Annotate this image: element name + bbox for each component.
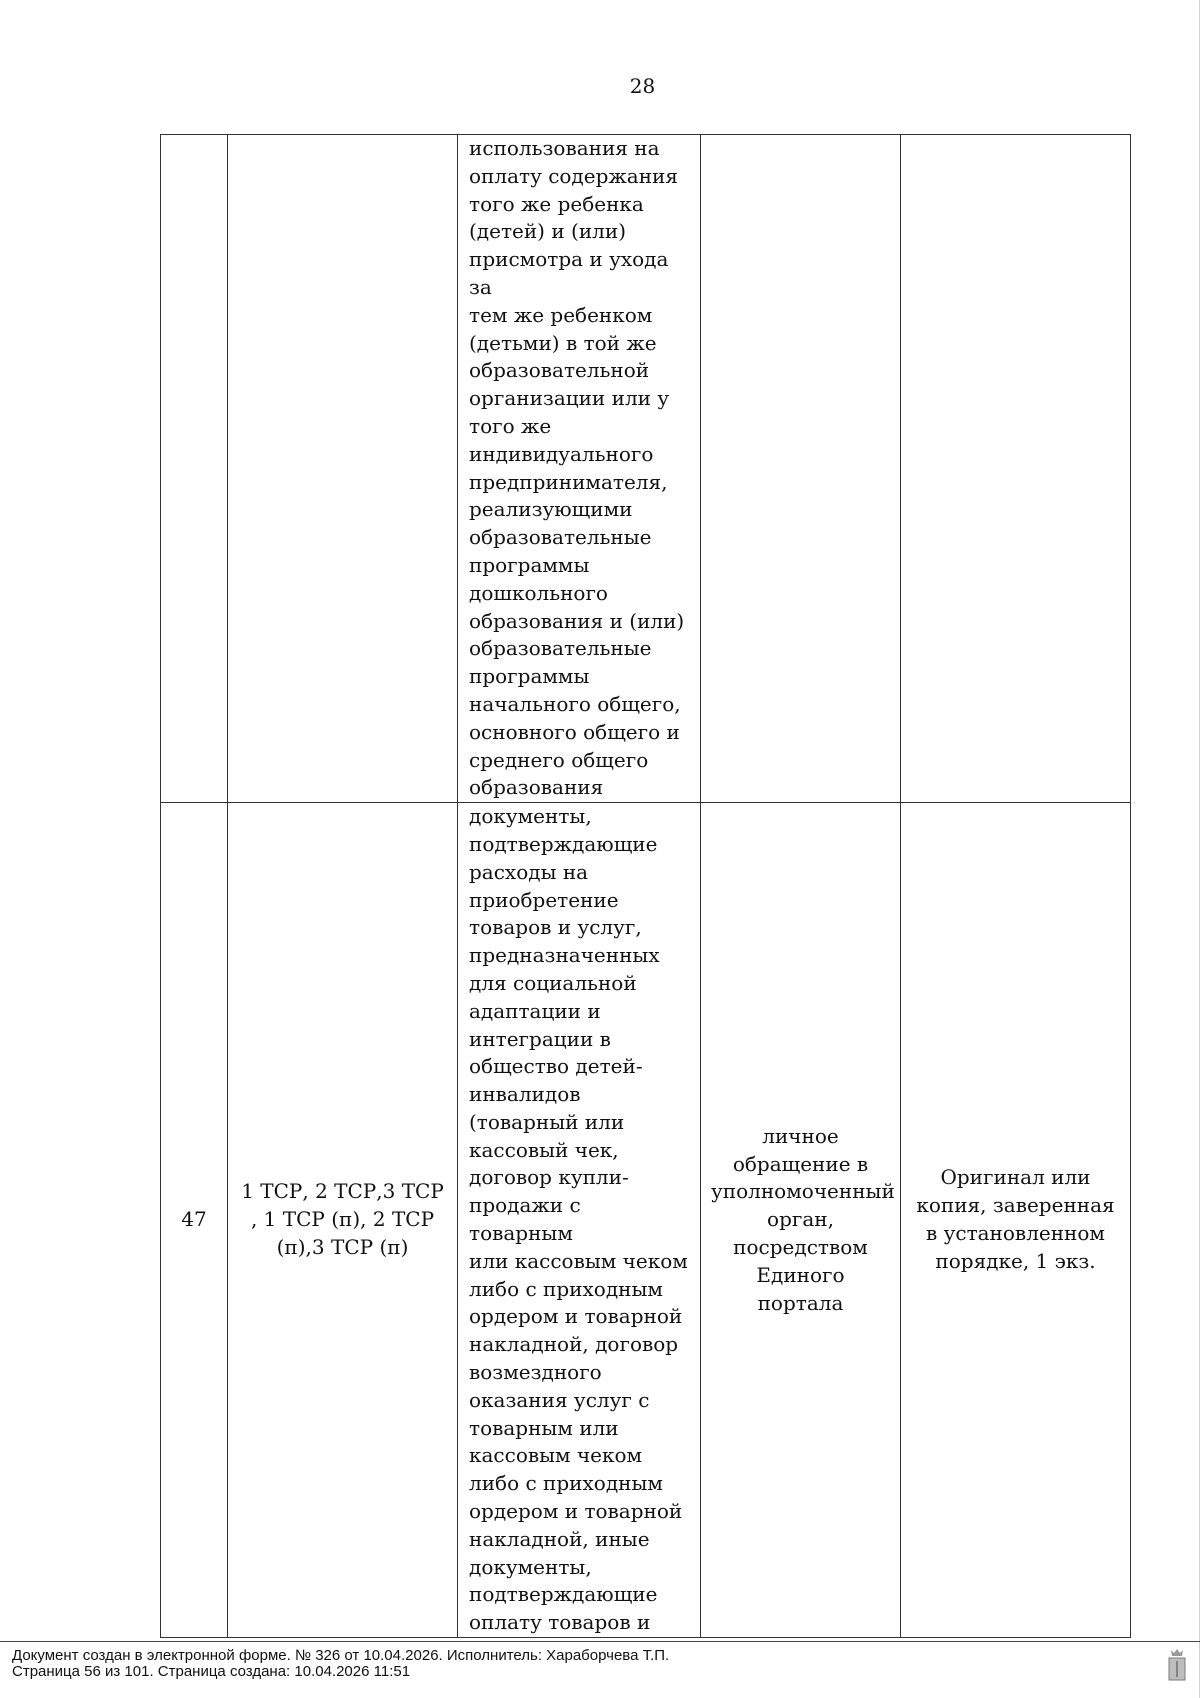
row-number-cell	[161, 135, 228, 803]
footer-line-document: Документ создан в электронной форме. № 326 от 10.04.2026. Исполнитель: Хараборчева Т.П.	[12, 1647, 670, 1664]
document-form-cell: Оригинал или копия, заверенная в установленном порядке, 1 экз.	[901, 803, 1131, 1638]
row-number-cell: 47	[161, 803, 228, 1638]
table-row	[161, 803, 1131, 1638]
coat-of-arms-icon	[1168, 1648, 1186, 1682]
footer-divider	[0, 1641, 1200, 1642]
document-footer	[12, 1648, 669, 1679]
page-number: 28	[629, 74, 656, 98]
recipient-codes-cell: 1 ТСР, 2 ТСР,3 ТСР , 1 ТСР (п), 2 ТСР (п),3 ТСР (п)	[228, 803, 458, 1638]
documents-table	[160, 134, 1131, 1638]
documents-cell: использования на оплату содержания того же ребенка (детей) и (или) присмотра и ухода за тем же ребенком (детьми) в той же образовательной организации или у того же индивидуального предпринимателя, реализующими образовательные программы дошкольного образования и (или) образовательные программы начального общего, основного общего и среднего общего образования	[458, 135, 701, 803]
documents-cell: документы, подтверждающие расходы на приобретение товаров и услуг, предназначенных для социальной адаптации и интеграции в общество детей- инвалидов (товарный или кассовый чек, договор купли- продажи с товарным или кассовым чеком либо с приходным ордером и товарной накладной, договор возмездного оказания услуг с товарным или кассовым чеком либо с приходным ордером и товарной накладной, иные документы, подтверждающие оплату товаров и	[458, 803, 701, 1638]
recipient-codes-cell	[228, 135, 458, 803]
submission-method-cell	[701, 135, 901, 803]
document-form-cell	[901, 135, 1131, 803]
submission-method-cell: личное обращение в уполномоченный орган, посредством Единого портала	[701, 803, 901, 1638]
table-row	[161, 135, 1131, 803]
footer-line-page: Страница 56 из 101. Страница создана: 10.04.2026 11:51	[12, 1662, 411, 1680]
